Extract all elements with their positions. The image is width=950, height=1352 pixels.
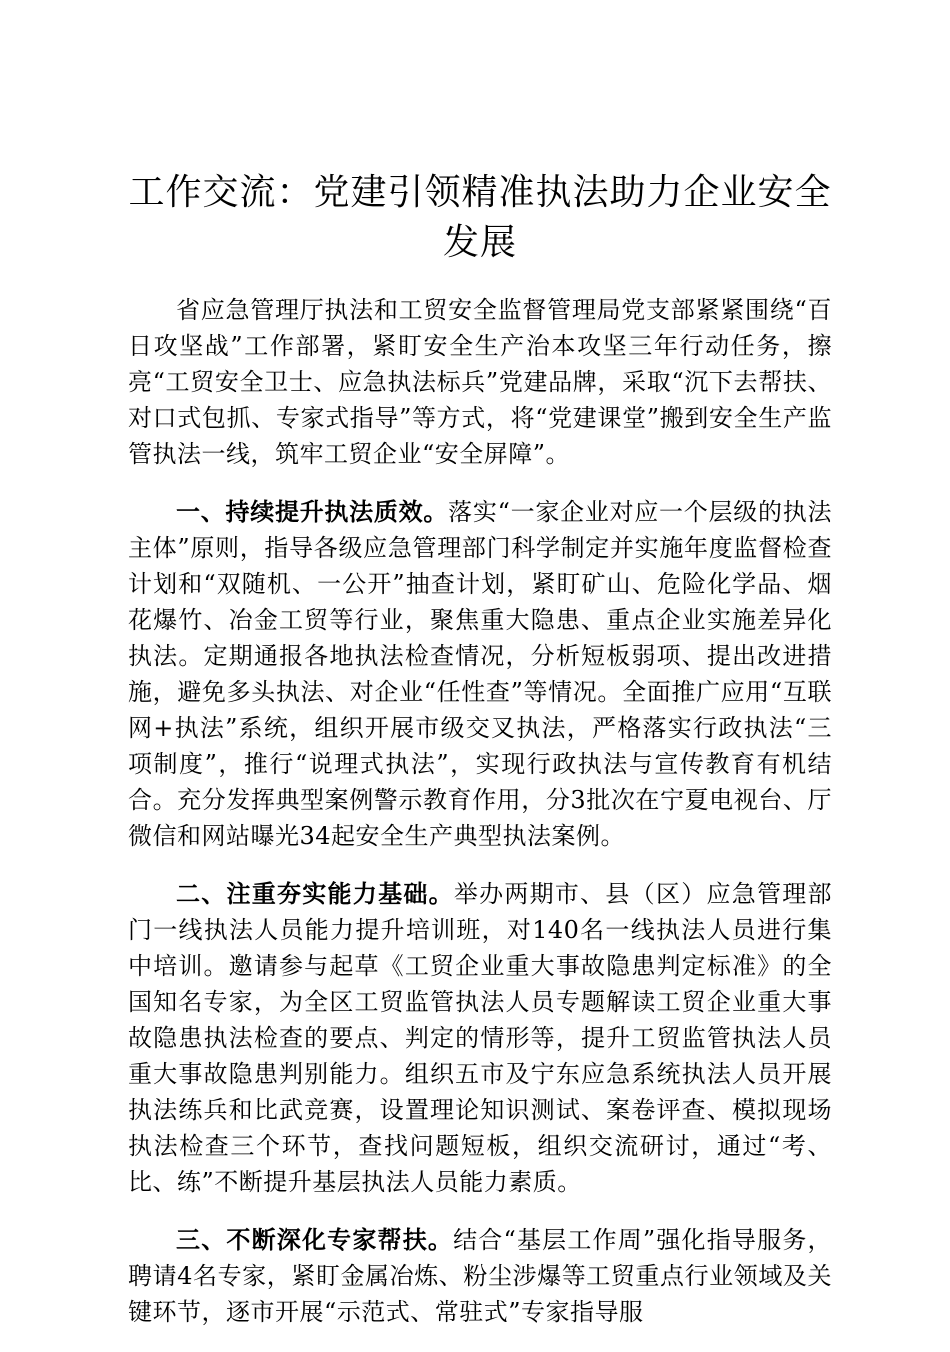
section-3-heading: 三、不断深化专家帮扶。 (176, 1225, 454, 1254)
document-title: 工作交流：党建引领精准执法助力企业安全发展 (128, 172, 832, 263)
section-1-paragraph (128, 494, 832, 854)
section-2-paragraph (128, 876, 832, 1200)
section-2-heading: 二、注重夯实能力基础。 (176, 879, 454, 908)
document-page (128, 168, 832, 1352)
section-3-body: 结合“基层工作周”强化指导服务，聘请4名专家，紧盯金属冶炼、粉尘涉爆等工贸重点行业领域及关键环节，逐市开展“示范式、常驻式”专家指导服 (128, 1226, 833, 1326)
section-3-paragraph (128, 1222, 832, 1330)
section-1-body: 落实“一家企业对应一个层级的执法主体”原则，指导各级应急管理部门科学制定并实施年度监督检查计划和“双随机、一公开”抽查计划，紧盯矿山、危险化学品、烟花爆竹、冶金工贸等行业，聚焦重大隐患、重点企业实施差异化执法。定期通报各地执法检查情况，分析短板弱项、提出改进措施，避免多头执法、对企业“任性查”等情况。全面推广应用“互联网+执法”系统，组织开展市级交叉执法，严格落实行政执法“三项制度”，推行“说理式执法”，实现行政执法与宣传教育有机结合。充分发挥典型案例警示教育作用，分3批次在宁夏电视台、厅微信和网站曝光34起安全生产典型执法案例。 (128, 498, 832, 850)
intro-paragraph: 省应急管理厅执法和工贸安全监督管理局党支部紧紧围绕“百日攻坚战”工作部署，紧盯安全生产治本攻坚三年行动任务，擦亮“工贸安全卫士、应急执法标兵”党建品牌，采取“沉下去帮扶、对口式包抓、专家式指导”等方式，将“党建课堂”搬到安全生产监管执法一线，筑牢工贸企业“安全屏障”。 (128, 296, 832, 468)
section-2-body: 举办两期市、县（区）应急管理部门一线执法人员能力提升培训班，对140名一线执法人员进行集中培训。邀请参与起草《工贸企业重大事故隐患判定标准》的全国知名专家，为全区工贸监管执法人员专题解读工贸企业重大事故隐患执法检查的要点、判定的情形等，提升工贸监管执法人员重大事故隐患判别能力。组织五市及宁东应急系统执法人员开展执法练兵和比武竞赛，设置理论知识测试、案卷评查、模拟现场执法检查三个环节，查找问题短板，组织交流研讨，通过“考、比、练”不断提升基层执法人员能力素质。 (128, 880, 832, 1196)
section-1-heading: 一、持续提升执法质效。 (176, 497, 449, 526)
